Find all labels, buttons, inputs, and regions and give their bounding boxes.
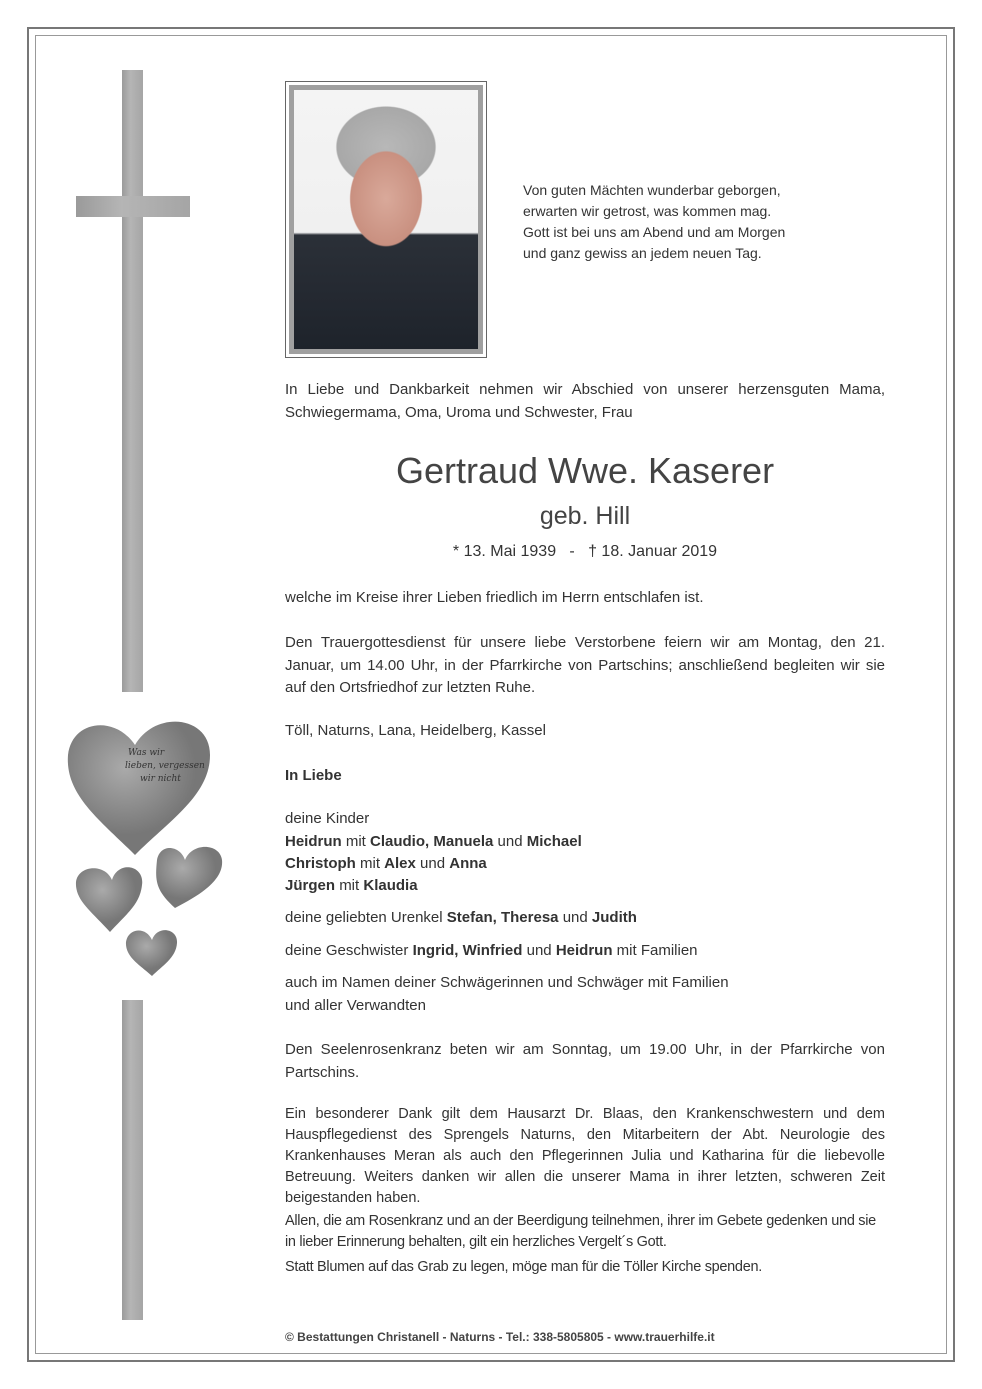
dates: * 13. Mai 1939 - † 18. Januar 2019 [452,543,718,560]
thanks: Ein besonderer Dank gilt dem Hausarzt Dr. Blaas, den Krankenschwestern und dem Hauspflegedienst des Sprengels Naturns, den Mitarbeitern der Abt. Neurologie des Krankenhauses Meran als auch den Pflegerinnen Julia und Katharina für die liebevolle Betreuung. Weiters danken wir allen die unserer Mama in ihrer letzten, schweren Zeit beigestanden haben. [285,1106,885,1206]
places: Töll, Naturns, Lana, Heidelberg, Kassel [285,722,546,739]
quote-line: und ganz gewiss an jedem neuen Tag. [523,245,762,261]
footer: © Bestattungen Christanell - Naturns - Tel.: 338-5805805 - www.trauerhilfe.it [285,1330,715,1344]
heart-text-1: Was wir [128,748,165,758]
heart-text-3: wir nicht [140,774,181,784]
children-label: deine Kinder [285,810,370,827]
heart-small-3 [126,930,177,976]
great-grandchildren: deine geliebten Urenkel Stefan, Theresa und Judith [285,909,637,926]
family-line-1: Heidrun mit Claudio, Manuela und Michael [285,833,582,850]
flowers-note: Statt Blumen auf das Grab zu legen, möge man für die Töller Kirche spenden. [285,1259,762,1275]
heart-text-2: lieben, vergessen [125,761,205,771]
quote [523,180,785,264]
service-info: Den Trauergottesdienst für unsere liebe Verstorbene feiern wir am Montag, den 21. Januar, um 14.00 Uhr, in der Pfarrkirche von Partschins; anschließend begleiten wir sie auf den Ortsfriedhof zur letzten Ruhe. [285,634,885,696]
family-line-2: Christoph mit Alex und Anna [285,855,487,872]
heart-small-2 [76,867,142,932]
siblings: deine Geschwister Ingrid, Winfried und Heidrun mit Familien [285,942,698,959]
rosary-info: Den Seelenrosenkranz beten wir am Sonntag, um 19.00 Uhr, in der Pfarrkirche von Partschins. [285,1041,885,1081]
intro: In Liebe und Dankbarkeit nehmen wir Abschied von unserer herzensguten Mama, Schwiegermama, Oma, Uroma und Schwester, Frau [285,381,885,421]
attendees-thanks: Allen, die am Rosenkranz und an der Beerdigung teilnehmen, ihrer im Gebete gedenken und sie in lieber Erinnerung behalten, gilt ein herzliches Vergelt´s Gott. [285,1213,876,1250]
cross-horizontal [76,196,190,217]
quote-line: Von guten Mächten wunderbar geborgen, [523,182,781,198]
relatives: auch im Namen deiner Schwägerinnen und Schwäger mit Familien und aller Verwandten [285,974,729,1014]
portrait-frame [285,81,487,358]
cross-vertical [122,70,143,692]
lower-bar [122,1000,143,1320]
peaceful-text: welche im Kreise ihrer Lieben friedlich im Herrn entschlafen ist. [285,589,704,606]
heart-small-1 [156,847,222,908]
family-line-3: Jürgen mit Klaudia [285,877,418,894]
hearts-image [60,710,240,990]
quote-line: Gott ist bei uns am Abend und am Morgen [523,224,786,240]
quote-line: erwarten wir getrost, was kommen mag. [523,203,772,219]
portrait-photo [294,90,478,349]
deceased-name: Gertraud Wwe. Kaserer [395,450,775,491]
in-love: In Liebe [285,767,342,784]
maiden-name: geb. Hill [539,502,631,530]
heart-large [68,722,210,855]
